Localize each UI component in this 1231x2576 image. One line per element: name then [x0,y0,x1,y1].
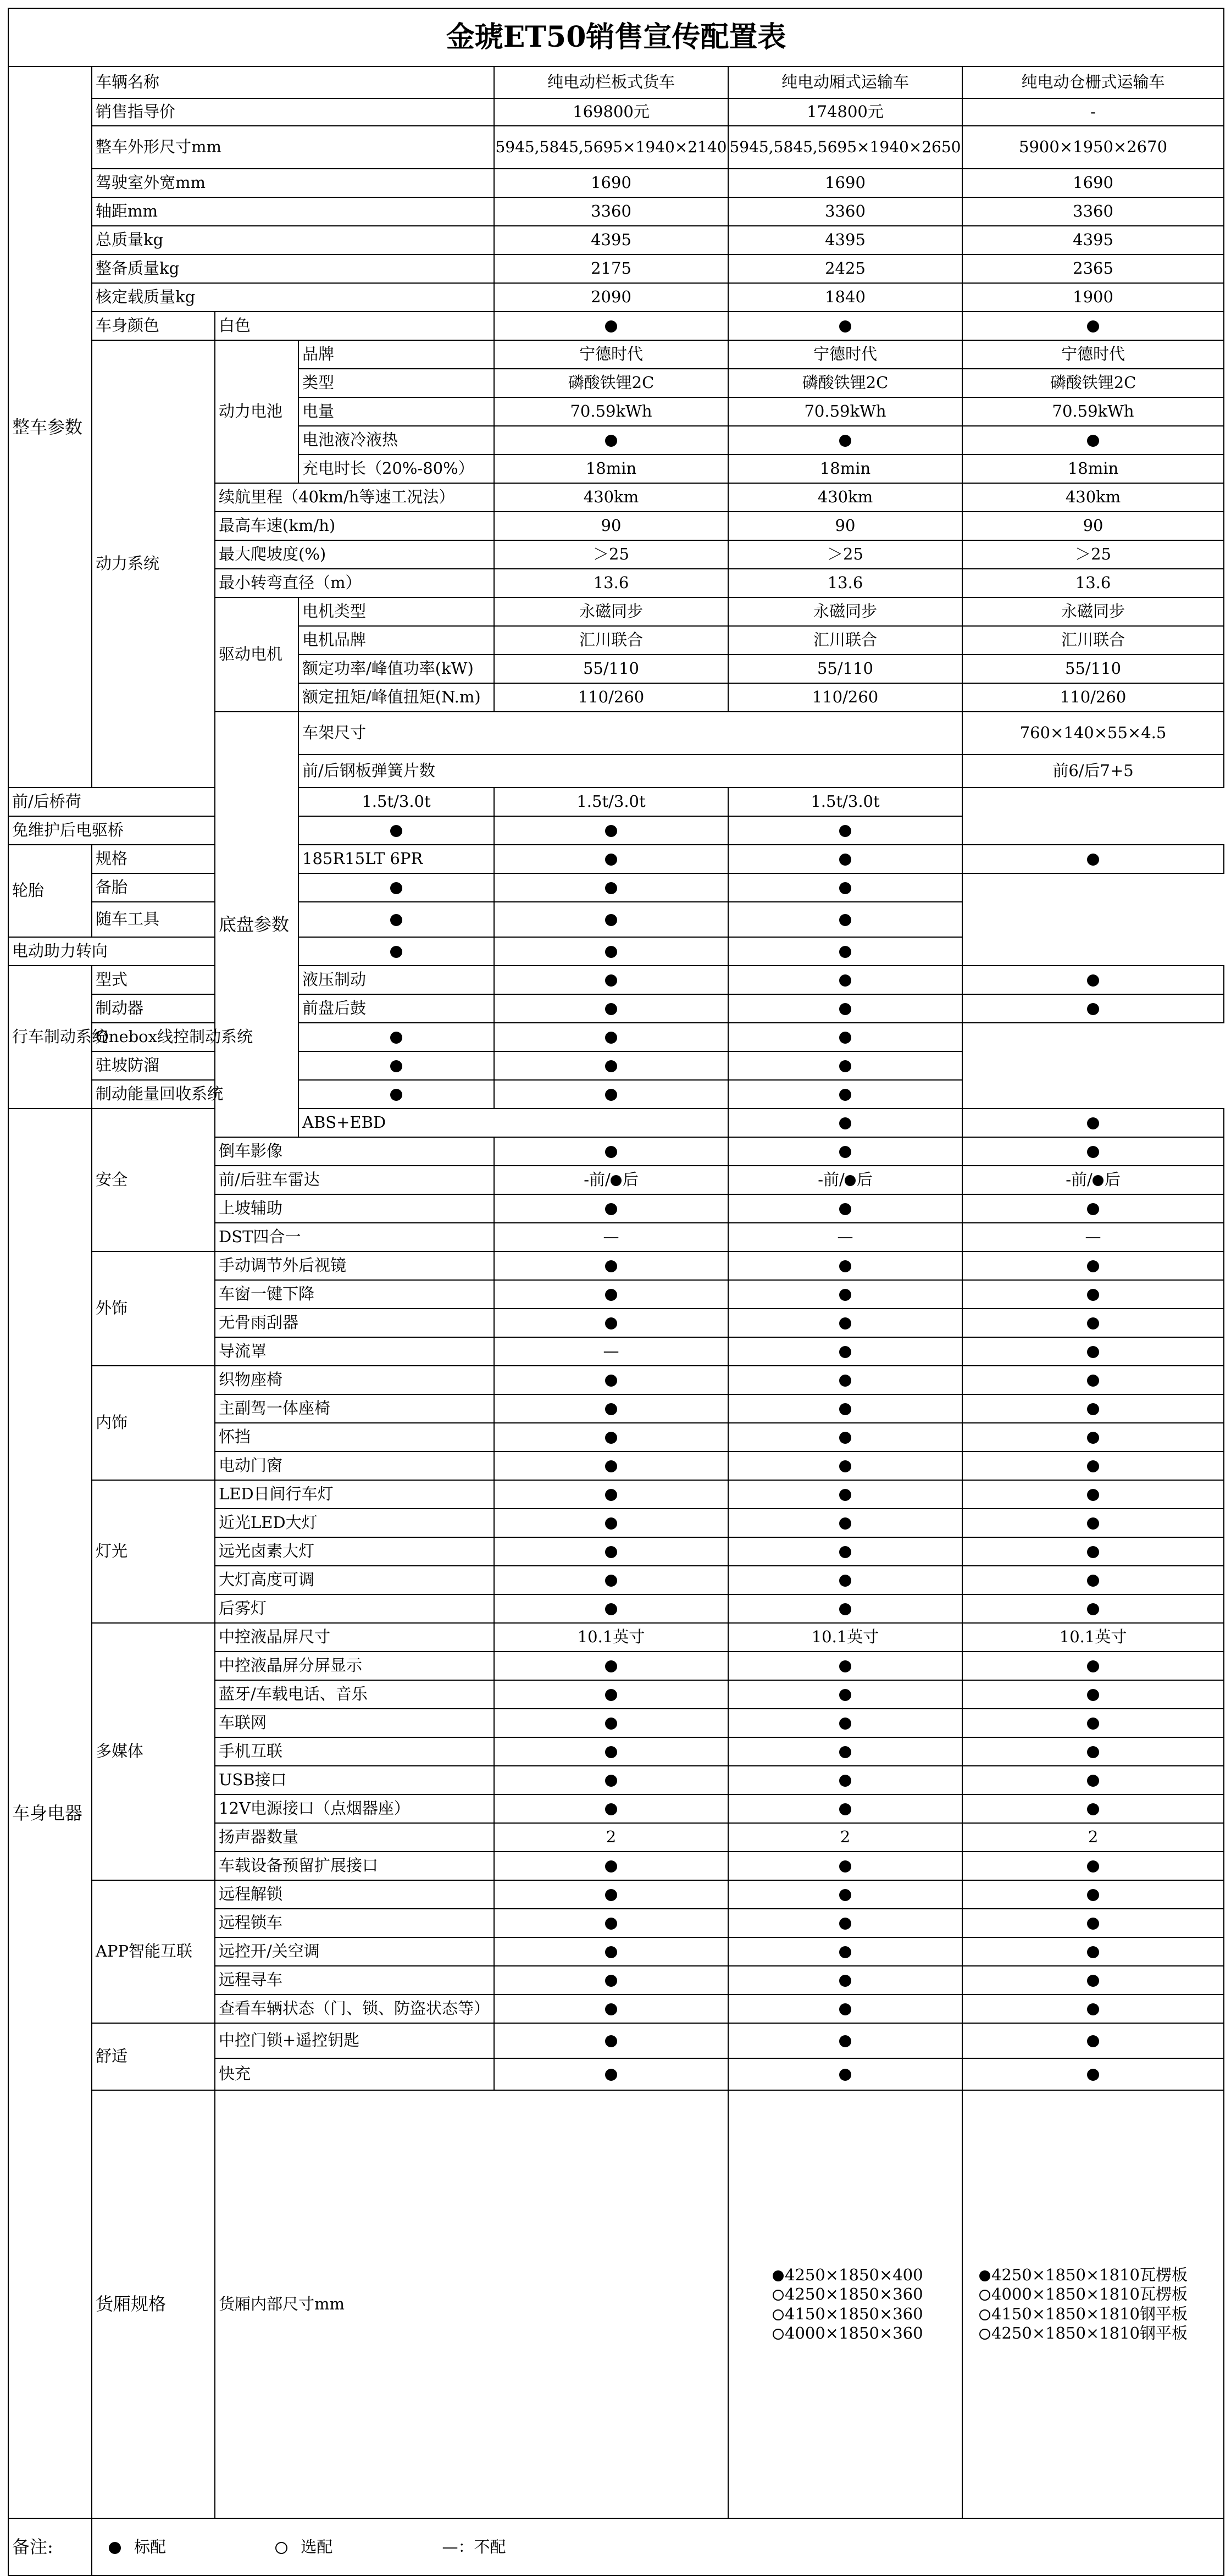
standard-dot-icon [1087,1975,1099,1987]
row-ext: 车载设备预留扩展接口 [8,1852,1224,1880]
standard-dot-icon [605,1718,617,1730]
row-screen: 多媒体 中控液晶屏尺寸 10.1英寸 10.1英寸 10.1英寸 [8,1623,1224,1652]
row-abs: 车身电器 安全 ABS+EBD [8,1109,1224,1137]
group-tire: 轮胎 [8,845,92,937]
standard-dot-icon [605,1146,617,1158]
row-camera: 倒车影像 [8,1137,1224,1166]
row-climb: 最大爬坡度(%) ＞25 ＞25 ＞25 [8,540,1224,569]
row-bt: 蓝牙/车载电话、音乐 [8,1680,1224,1709]
standard-dot-icon [605,1003,617,1015]
standard-dot-icon [1087,1317,1099,1329]
standard-dot-icon [839,1289,851,1301]
standard-dot-icon [109,2542,121,2554]
standard-dot-icon [1087,1918,1099,1930]
optional-circle-icon [773,2309,784,2320]
standard-dot-icon [1087,1660,1099,1672]
cargo-options-1: 4250×1850×400 4250×1850×360 4150×1850×360 4000×1850×360 [728,2090,962,2518]
standard-dot-icon [1087,854,1099,866]
row-mtype: 驱动电机 电机类型 永磁同步 永磁同步 永磁同步 [8,597,1224,626]
row-radar: 前/后驻车雷达 -前/ 后 -前/ 后 -前/ 后 [8,1166,1224,1194]
model-2: 纯电动厢式运输车 [728,67,962,98]
standard-dot-icon [605,320,617,333]
standard-dot-icon [605,914,617,926]
row-axle: 前/后桥荷 1.5t/3.0t 1.5t/3.0t 1.5t/3.0t [8,788,1224,816]
standard-dot-icon [390,946,402,958]
group-app: APP智能互联 [92,1880,215,2023]
row-drl: 灯光 LED日间行车灯 [8,1480,1224,1509]
standard-dot-icon [605,1375,617,1387]
group-lights: 灯光 [92,1480,215,1623]
standard-dot-icon [839,1317,851,1329]
row-brakes: 制动器 前盘后鼓 [8,994,1224,1023]
standard-dot-icon [839,1975,851,1987]
row-wiper: 无骨雨刮器 [8,1309,1224,1337]
standard-dot-icon [605,1060,617,1072]
row-brand: 动力系统 动力电池 品牌 宁德时代 宁德时代 宁德时代 [8,340,1224,369]
standard-dot-icon [605,1803,617,1815]
standard-dot-icon [605,2069,617,2081]
optional-circle-icon [773,2329,784,2340]
standard-dot-icon [1087,2003,1099,2015]
row-phone: 手机互联 [8,1737,1224,1766]
row-fabric: 内饰 织物座椅 [8,1366,1224,1394]
standard-dot-icon [605,1032,617,1044]
row-load: 核定载质量kg 2090 1840 1900 [8,283,1224,312]
standard-dot-icon [1087,1889,1099,1901]
not-available-mark: — [962,1223,1224,1251]
row-capacity: 电量 70.59kWh 70.59kWh 70.59kWh [8,397,1224,426]
standard-dot-icon [839,1460,851,1472]
standard-dot-icon [1087,1346,1099,1358]
standard-dot-icon [605,1860,617,1873]
standard-dot-icon [1087,1003,1099,1015]
optional-circle-icon [979,2309,990,2320]
row-leaf: 前/后钢板弹簧片数 前6/后7+5 [8,755,1224,788]
row-regen: 制动能量回收系统 [8,1080,1224,1109]
standard-dot-icon [1087,1403,1099,1415]
row-mbrand: 电机品牌 汇川联合 汇川联合 汇川联合 [8,626,1224,655]
row-turn: 最小转弯直径（m） 13.6 13.6 13.6 [8,569,1224,597]
standard-dot-icon [605,2035,617,2047]
standard-dot-icon [839,1889,851,1901]
standard-dot-icon [605,1975,617,1987]
standard-dot-icon [390,882,402,894]
standard-dot-icon [839,1575,851,1587]
standard-dot-icon [1087,435,1099,447]
row-seat: 主副驾一体座椅 [8,1394,1224,1423]
standard-dot-icon [839,1003,851,1015]
row-cooling: 电池液冷液热 [8,426,1224,455]
standard-dot-icon [839,1260,851,1272]
legend-row [8,2518,1224,2575]
row-tspec: 轮胎 规格 185R15LT 6PR [8,845,1224,873]
standard-dot-icon [1087,1775,1099,1787]
standard-dot-icon [1087,1718,1099,1730]
standard-dot-icon [605,1432,617,1444]
standard-dot-icon [839,825,851,837]
standard-dot-icon [605,435,617,447]
standard-dot-icon [839,1403,851,1415]
standard-dot-icon [605,1660,617,1672]
standard-dot-icon [1087,1489,1099,1501]
standard-dot-icon [1087,1432,1099,1444]
row-gross: 总质量kg 4395 4395 4395 [8,226,1224,254]
standard-dot-icon [605,1517,617,1530]
row-dims: 整车外形尺寸mm 5945,5845,5695×1940×2140 5945,5845,5695×1940×2650 5900×1950×2670 [8,126,1224,169]
standard-dot-icon [1087,1260,1099,1272]
standard-dot-icon [839,914,851,926]
row-spare: 备胎 [8,873,1224,902]
row-mirror: 外饰 手动调节外后视镜 [8,1251,1224,1280]
standard-dot-icon [605,1918,617,1930]
standard-dot-icon [839,1346,851,1358]
legend-label: 备注: [8,2518,92,2575]
standard-dot-icon [839,1660,851,1672]
row-dst: DST四合一 — — — [8,1223,1224,1251]
standard-dot-icon [839,1918,851,1930]
standard-dot-icon [390,825,402,837]
standard-dot-icon [839,1203,851,1215]
standard-dot-icon [605,1746,617,1758]
group-motor: 驱动电机 [215,597,298,712]
optional-circle-icon [275,2542,287,2554]
row-iov: 车联网 [8,1709,1224,1737]
standard-dot-icon [605,974,617,987]
group-exterior: 外饰 [92,1251,215,1366]
row-fog: 后雾灯 [8,1594,1224,1623]
standard-dot-icon [839,1860,851,1873]
standard-dot-icon [979,2270,990,2281]
row-hill: 驻坡防溜 [8,1051,1224,1080]
standard-dot-icon [605,825,617,837]
group-brake: 行车制动系统 [8,966,92,1109]
row-eaxle: 免维护后电驱桥 [8,816,1224,845]
standard-dot-icon [773,2270,784,2281]
row-onebox: Onebox线控制动系统 [8,1023,1224,1051]
row-low: 近光LED大灯 [8,1509,1224,1537]
row-usb: USB接口 [8,1766,1224,1794]
standard-dot-icon [839,1146,851,1158]
row-ac: 远控开/关空调 [8,1937,1224,1966]
category-cargo: 货厢规格 [92,2090,215,2518]
standard-dot-icon [605,1260,617,1272]
standard-dot-icon [839,1517,851,1530]
standard-dot-icon [839,2003,851,2015]
standard-dot-icon [839,1603,851,1615]
standard-dot-icon [1087,2069,1099,2081]
standard-dot-icon [1087,974,1099,987]
standard-dot-icon [605,854,617,866]
row-level: 大灯高度可调 [8,1566,1224,1594]
standard-dot-icon [390,1060,402,1072]
standard-dot-icon [839,2069,851,2081]
standard-dot-icon [839,435,851,447]
row-price: 销售指导价 169800元 174800元 - [8,98,1224,126]
not-available-mark: — [728,1223,962,1251]
not-available-mark: —： [442,2537,474,2556]
row-eps: 电动助力转向 [8,937,1224,966]
row-speakers: 扬声器数量 2 2 2 [8,1823,1224,1852]
standard-dot-icon [839,1060,851,1072]
standard-dot-icon [839,854,851,866]
standard-dot-icon [1087,1860,1099,1873]
row-unlock: APP智能互联 远程解锁 [8,1880,1224,1909]
row-speed: 最高车速(km/h) 90 90 90 [8,512,1224,540]
standard-dot-icon [1087,1546,1099,1558]
standard-dot-icon [839,882,851,894]
standard-dot-icon [839,1117,851,1129]
row-key: 舒适 中控门锁+遥控钥匙 [8,2023,1224,2058]
group-power: 动力系统 [92,340,215,788]
standard-dot-icon [1087,1460,1099,1472]
optional-circle-icon [773,2290,784,2301]
standard-dot-icon [839,1746,851,1758]
standard-dot-icon [839,320,851,333]
standard-dot-icon [1087,1117,1099,1129]
standard-dot-icon [839,974,851,987]
row-range: 续航里程（40km/h等速工况法） 430km 430km 430km [8,483,1224,512]
row-split: 中控液晶屏分屏显示 [8,1652,1224,1680]
row-cupholder: 怀挡 [8,1423,1224,1452]
standard-dot-icon [605,1403,617,1415]
row-window: 车窗一键下降 [8,1280,1224,1309]
row-frame: 底盘参数 车架尺寸 760×140×55×4.5 [8,712,1224,755]
standard-dot-icon [1087,320,1099,333]
optional-circle-icon [979,2290,990,2301]
optional-circle-icon [979,2329,990,2340]
standard-dot-icon [605,1775,617,1787]
standard-dot-icon [605,946,617,958]
legend: 标配 选配 —：不配 [92,2518,1224,2575]
standard-dot-icon [839,1775,851,1787]
row-find: 远程寻车 [8,1966,1224,1995]
category-body: 车身电器 [8,1109,92,2518]
standard-dot-icon [839,1489,851,1501]
row-cargo: 货厢规格 货厢内部尺寸mm 4250×1850×400 4250×1850×360 4150×1850×360 4000×1850×360 4250×1850×1810瓦楞板 4000×1850×1810瓦楞板 4150×1850×1810钢平板 4250×1850×1810钢平板 [8,2090,1224,2518]
standard-dot-icon [1087,2035,1099,2047]
group-safety: 安全 [92,1109,215,1251]
not-available-mark: — [494,1337,728,1366]
row-deflector: 导流罩 — [8,1337,1224,1366]
page-title: 金琥ET50销售宣传配置表 [8,8,1224,67]
standard-dot-icon [605,1289,617,1301]
standard-dot-icon [839,1689,851,1701]
group-interior: 内饰 [92,1366,215,1480]
row-ewindow: 电动门窗 [8,1452,1224,1480]
standard-dot-icon [605,1946,617,1958]
row-fast: 快充 [8,2058,1224,2090]
standard-dot-icon [611,1175,622,1186]
row-mpower: 额定功率/峰值功率(kW) 55/110 55/110 55/110 [8,655,1224,683]
header-label: 车辆名称 [92,67,494,98]
row-lock: 远程锁车 [8,1909,1224,1937]
row-curb: 整备质量kg 2175 2425 2365 [8,254,1224,283]
standard-dot-icon [1087,1203,1099,1215]
standard-dot-icon [1087,1603,1099,1615]
standard-dot-icon [839,1718,851,1730]
standard-dot-icon [1087,1146,1099,1158]
standard-dot-icon [605,1546,617,1558]
standard-dot-icon [1087,1289,1099,1301]
not-available-mark: — [494,1223,728,1251]
standard-dot-icon [605,1317,617,1329]
standard-dot-icon [1087,1575,1099,1587]
row-mtorque: 额定扭矩/峰值扭矩(N.m) 110/260 110/260 110/260 [8,683,1224,712]
row-charge: 充电时长（20%-80%） 18min 18min 18min [8,455,1224,483]
standard-dot-icon [605,882,617,894]
standard-dot-icon [1087,1803,1099,1815]
standard-dot-icon [390,1089,402,1101]
row-tools: 随车工具 [8,902,1224,937]
row-high: 远光卤素大灯 [8,1537,1224,1566]
group-media: 多媒体 [92,1623,215,1880]
row-wheelbase: 轴距mm 3360 3360 3360 [8,197,1224,226]
standard-dot-icon [1093,1175,1104,1186]
standard-dot-icon [605,2003,617,2015]
row-12v: 12V电源接口（点烟器座） [8,1794,1224,1823]
row-hillassist: 上坡辅助 [8,1194,1224,1223]
standard-dot-icon [839,1946,851,1958]
category-chassis: 底盘参数 [215,712,298,1137]
model-3: 纯电动仓栅式运输车 [962,67,1224,98]
row-btype: 类型 磷酸铁锂2C 磷酸铁锂2C 磷酸铁锂2C [8,369,1224,397]
row-color: 车身颜色 白色 [8,312,1224,340]
group-battery: 动力电池 [215,340,298,483]
standard-dot-icon [839,946,851,958]
standard-dot-icon [390,914,402,926]
standard-dot-icon [839,1089,851,1101]
standard-dot-icon [605,1603,617,1615]
row-status: 查看车辆状态（门、锁、防盗状态等） [8,1995,1224,2023]
standard-dot-icon [605,1489,617,1501]
standard-dot-icon [605,1089,617,1101]
standard-dot-icon [1087,1689,1099,1701]
standard-dot-icon [839,1432,851,1444]
row-cab: 驾驶室外宽mm 1690 1690 1690 [8,169,1224,197]
config-sheet [8,8,1223,2557]
standard-dot-icon [1087,1746,1099,1758]
standard-dot-icon [839,2035,851,2047]
standard-dot-icon [839,1375,851,1387]
row-brake-type: 行车制动系统 型式 液压制动 [8,966,1224,994]
standard-dot-icon [605,1460,617,1472]
standard-dot-icon [605,1575,617,1587]
cargo-options-2: 4250×1850×1810瓦楞板 4000×1850×1810瓦楞板 4150×1850×1810钢平板 4250×1850×1810钢平板 [962,2090,1224,2518]
standard-dot-icon [605,1689,617,1701]
standard-dot-icon [1087,1517,1099,1530]
standard-dot-icon [839,1032,851,1044]
standard-dot-icon [1087,1375,1099,1387]
category-vehicle: 整车参数 [8,67,92,788]
standard-dot-icon [1087,1946,1099,1958]
group-comfort: 舒适 [92,2023,215,2090]
standard-dot-icon [390,1032,402,1044]
model-1: 纯电动栏板式货车 [494,67,728,98]
standard-dot-icon [845,1175,856,1186]
config-table [8,8,1224,2576]
standard-dot-icon [839,1803,851,1815]
standard-dot-icon [839,1546,851,1558]
standard-dot-icon [605,1203,617,1215]
standard-dot-icon [605,1889,617,1901]
